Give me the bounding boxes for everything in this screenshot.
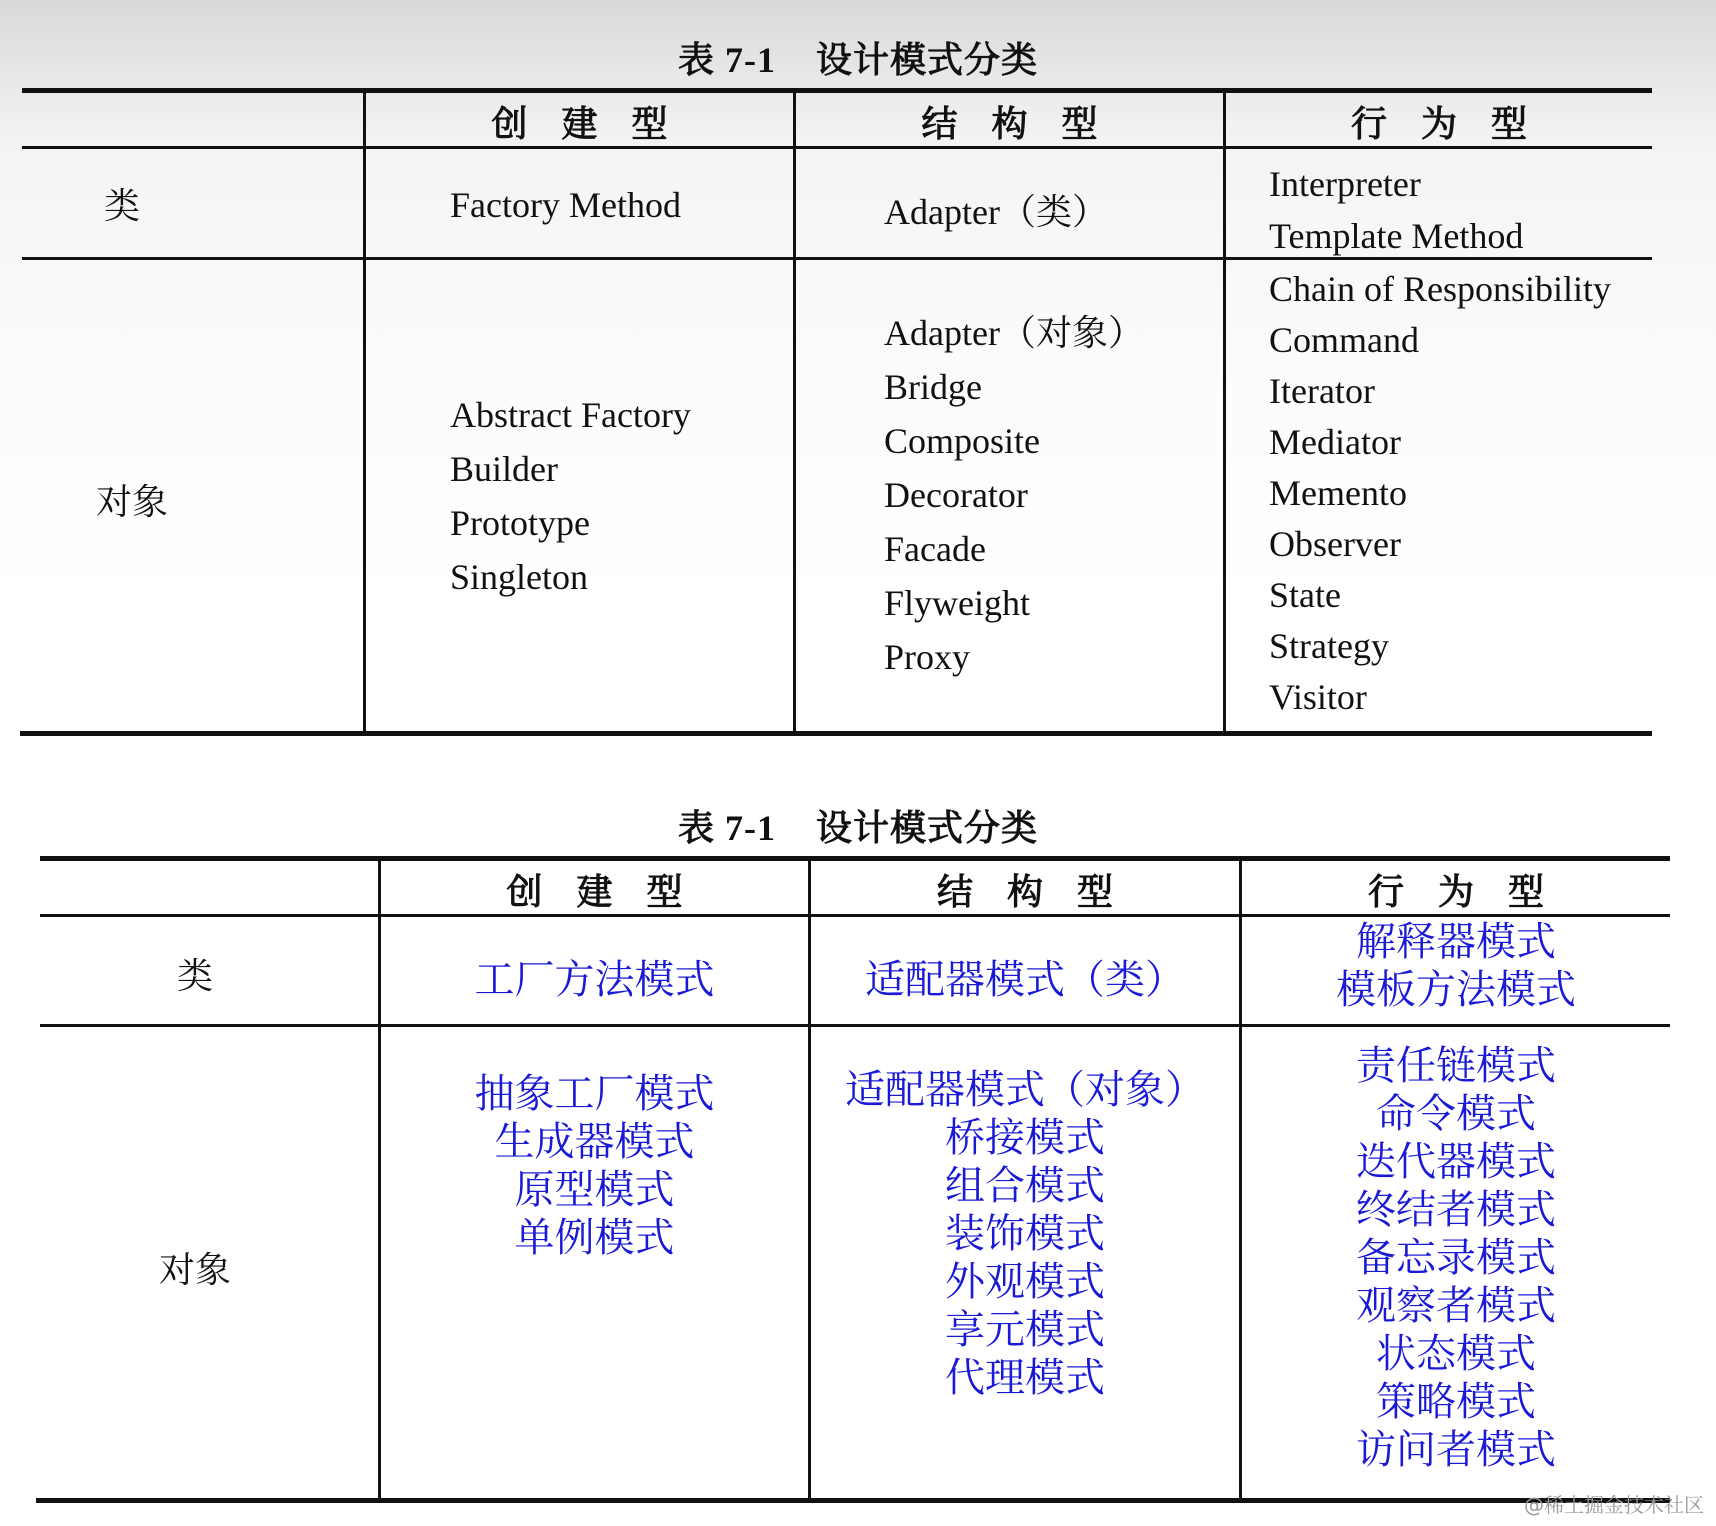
pattern-item: Singleton	[450, 557, 589, 597]
pattern-item: 外观模式	[945, 1259, 1105, 1305]
pattern-item: 适配器模式（对象）	[845, 1067, 1205, 1113]
table2-row-rule	[40, 1024, 1670, 1027]
pattern-item: 策略模式	[1376, 1379, 1536, 1425]
pattern-item: Template Method	[1269, 216, 1524, 256]
table2-bottom-rule	[36, 1498, 1670, 1503]
table1-row-label-object: 对象	[95, 482, 168, 522]
pattern-item: Composite	[884, 421, 1041, 461]
pattern-item: Factory Method	[450, 185, 681, 225]
pattern-item: 桥接模式	[945, 1115, 1105, 1161]
pattern-item: Interpreter	[1269, 164, 1421, 204]
watermark: @稀土掘金技术社区	[1524, 1493, 1704, 1517]
pattern-item: Prototype	[450, 503, 590, 543]
pattern-item: 解释器模式	[1356, 919, 1556, 965]
table2-class-creational	[381, 948, 808, 1005]
table1-header-structural: 结构型	[921, 104, 1132, 144]
pattern-item: 责任链模式	[1356, 1043, 1556, 1089]
pattern-item: 观察者模式	[1356, 1283, 1556, 1329]
pattern-item: 迭代器模式	[1356, 1139, 1556, 1185]
table2	[40, 856, 1670, 1506]
table1-bottom-rule	[20, 731, 1652, 736]
pattern-item: 命令模式	[1376, 1091, 1536, 1137]
pattern-item: Abstract Factory	[450, 395, 691, 435]
table1-object-creational	[450, 388, 691, 604]
pattern-item: 工厂方法模式	[474, 957, 715, 1003]
pattern-item: 代理模式	[945, 1355, 1105, 1401]
table2-header-behavioral: 行为型	[1367, 872, 1578, 912]
pattern-item: Adapter（类）	[884, 192, 1108, 232]
pattern-item: Visitor	[1269, 677, 1367, 717]
pattern-item: 单例模式	[514, 1215, 675, 1261]
pattern-item: Flyweight	[884, 583, 1031, 623]
table2-header-structural: 结构型	[936, 872, 1147, 912]
table2-header-creational: 创建型	[506, 872, 717, 912]
table1-header-behavioral: 行为型	[1350, 104, 1561, 144]
table2-object-behavioral	[1242, 1042, 1670, 1474]
table2-row-label-object: 对象	[158, 1250, 231, 1290]
pattern-item: 原型模式	[514, 1167, 675, 1213]
table1-class-structural	[884, 184, 1108, 235]
pattern-item: Facade	[884, 529, 986, 569]
table2-object-structural	[811, 1066, 1239, 1402]
pattern-item: 组合模式	[945, 1163, 1105, 1209]
table1-caption	[0, 32, 1716, 83]
pattern-item: 访问者模式	[1356, 1427, 1556, 1473]
table1-col-divider	[363, 88, 366, 736]
pattern-item: 终结者模式	[1356, 1187, 1556, 1233]
table1-class-behavioral	[1269, 158, 1523, 262]
pattern-item: 生成器模式	[494, 1119, 695, 1165]
pattern-item: 备忘录模式	[1356, 1235, 1556, 1281]
pattern-item: Adapter（对象）	[884, 313, 1144, 353]
table2-row-label-class: 类	[176, 956, 213, 996]
table1-object-behavioral	[1269, 264, 1611, 723]
pattern-item: Observer	[1269, 524, 1401, 564]
pattern-item: 状态模式	[1376, 1331, 1536, 1377]
pattern-item: 享元模式	[945, 1307, 1105, 1353]
pattern-item: 抽象工厂模式	[474, 1071, 715, 1117]
pattern-item: State	[1269, 575, 1341, 615]
pattern-item: Mediator	[1269, 422, 1401, 462]
pattern-item: 模板方法模式	[1336, 967, 1576, 1013]
pattern-item: 装饰模式	[945, 1211, 1105, 1257]
table1-caption-number: 表 7-1	[677, 40, 776, 80]
table2-class-behavioral	[1242, 918, 1670, 1014]
pattern-item: Memento	[1269, 473, 1407, 513]
pattern-item: Iterator	[1269, 371, 1375, 411]
pattern-item: Strategy	[1269, 626, 1389, 666]
table1	[22, 88, 1652, 738]
table2-top-rule	[40, 856, 1670, 861]
pattern-item: Proxy	[884, 637, 971, 677]
table1-caption-title: 设计模式分类	[815, 40, 1038, 80]
table2-object-creational	[381, 1070, 808, 1262]
table1-class-creational	[450, 184, 681, 226]
table2-caption-number: 表 7-1	[677, 808, 776, 848]
pattern-item: 适配器模式（类）	[865, 957, 1185, 1003]
table1-col-divider	[793, 88, 796, 736]
pattern-item: Builder	[450, 449, 558, 489]
table1-row-label-class: 类	[103, 186, 140, 226]
table2-class-structural	[811, 948, 1239, 1005]
pattern-item: Decorator	[884, 475, 1028, 515]
pattern-item: Chain of Responsibility	[1269, 269, 1611, 309]
pattern-item: Command	[1269, 320, 1419, 360]
table2-caption-title: 设计模式分类	[815, 808, 1038, 848]
table1-top-rule	[22, 88, 1652, 93]
pattern-item: Bridge	[884, 367, 982, 407]
table1-col-divider	[1223, 88, 1226, 736]
table1-header-creational: 创建型	[491, 104, 702, 144]
table1-object-structural	[884, 306, 1144, 684]
table2-caption	[0, 800, 1716, 851]
